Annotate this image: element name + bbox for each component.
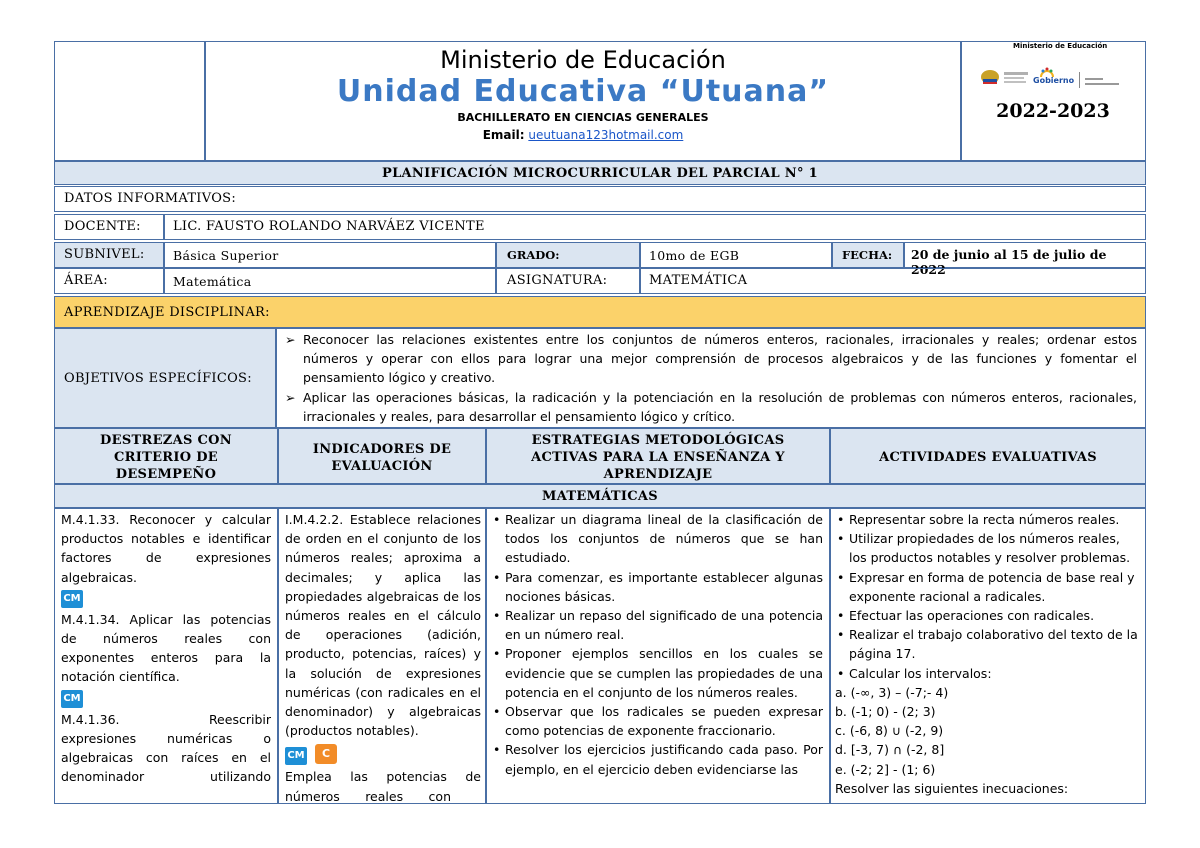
school-year: 2022-2023 [996, 100, 1110, 122]
objetivo-item [281, 330, 1137, 388]
area-value-cell [164, 268, 496, 294]
estrategias-list [491, 510, 823, 779]
destreza-2: M.4.1.34. Aplicar las potencias de números reales con exponentes enteros para la notación científica. [61, 611, 271, 685]
docente-value-cell [164, 214, 1146, 240]
indicador-icons [285, 744, 481, 767]
docente-value: LIC. FAUSTO ROLANDO NARVÁEZ VICENTE [173, 219, 485, 234]
actividad-item: • Utilizar propiedades de los números reales, los productos notables y resolver problemas. [835, 529, 1141, 567]
header-logo-left-cell [54, 41, 206, 161]
cm-icon: CM [61, 690, 83, 708]
actividad-item: • Calcular los intervalos: [835, 664, 1141, 683]
asignatura-label-cell [496, 268, 640, 294]
subnivel-label: SUBNIVEL: [64, 247, 145, 262]
col-header-indicadores [278, 428, 486, 484]
estrategias-cell [486, 508, 830, 804]
destreza-3-code: M.4.1.36. [61, 711, 120, 727]
grado-label: GRADO: [507, 248, 560, 262]
indicador-2: Emplea las potencias de [285, 769, 481, 785]
ecuador-seal-icon [979, 68, 1001, 86]
juntos-logo-icon [1085, 74, 1125, 86]
intervalo-item: c. (-6, 8) ∪ (-2, 9) [835, 723, 944, 739]
datos-label: DATOS INFORMATIVOS: [64, 191, 237, 206]
indicadores-cell [278, 508, 486, 804]
objetivos-value-cell [276, 328, 1146, 428]
program-name: BACHILLERATO EN CIENCIAS GENERALES [457, 111, 709, 124]
docente-label: DOCENTE: [64, 219, 141, 234]
subnivel-value-cell [164, 242, 496, 268]
aprendizaje-cell [54, 296, 1146, 328]
destrezas-cell [54, 508, 278, 804]
destreza-3: expresiones numéricas o algebraicas con raíces en el denominador [61, 730, 271, 785]
section-cell [54, 484, 1146, 508]
asignatura-label: ASIGNATURA: [507, 273, 608, 288]
objetivo-text: Aplicar las operaciones básicas, la radicación y la potenciación en la resolución de problemas con números enteros, racionales, irracionales y reales, para desarrollar el pensamiento lógico y crítico. [303, 389, 1137, 424]
indicador-1: I.M.4.2.2. Establece relaciones de orden en el conjunto de los números reales; aproxima a decimales; y aplica las propiedades algebraicas de los números reales en el cálculo de operaciones (adición, producto, potencias, raíces) y la solución de expresiones numéricas (con radicales en el denominador) y algebraicas (productos notables). [285, 512, 481, 739]
intervalo-item: e. (-2; 2] - (1; 6) [835, 761, 936, 777]
col-header-estrategias [486, 428, 830, 484]
estrategia-item: • Realizar un repaso del significado de una potencia en un número real. [491, 606, 823, 644]
estrategia-item: • Resolver los ejercicios justificando cada paso. Por ejemplo, en el ejercicio deben evidenciarse las [491, 740, 823, 778]
email-link[interactable]: ueutuana123hotmail.com [528, 128, 684, 142]
logo-caption: Ministerio de Educación [1013, 42, 1108, 50]
grado-label-cell [496, 242, 640, 268]
ministry-logo-icon [1004, 70, 1030, 86]
destreza-3-tail: utilizando [210, 769, 271, 785]
planning-title: PLANIFICACIÓN MICROCURRICULAR DEL PARCIAL N° 1 [382, 166, 818, 181]
aprendizaje-label: APRENDIZAJE DISCIPLINAR: [64, 305, 270, 320]
grado-value: 10mo de EGB [649, 248, 740, 263]
intervalo-item: a. (-∞, 3) – (-7;- 4) [835, 684, 949, 700]
ministry-title: Ministerio de Educación [440, 46, 726, 74]
area-label-cell [54, 268, 164, 294]
estrategia-item: • Proponer ejemplos sencillos en los cuales se evidencie que se cumplen las propiedades de una potencia en el conjunto de los números reales. [491, 644, 823, 702]
col-header-estrategias-text: ESTRATEGIAS METODOLÓGICAS ACTIVAS PARA LA ENSEÑANZA Y APRENDIZAJE [531, 433, 785, 482]
actividades-cell [830, 508, 1146, 804]
actividad-item: • Representar sobre la recta números reales. [835, 510, 1141, 529]
section-title: MATEMÁTICAS [542, 489, 658, 504]
logo-divider [1079, 72, 1080, 88]
indicadores-content [285, 510, 481, 804]
arrow-bullet-icon: ➢ [285, 389, 296, 405]
col-header-actividades [830, 428, 1146, 484]
actividades-list [835, 510, 1141, 683]
col-header-actividades-text: ACTIVIDADES EVALUATIVAS [879, 450, 1097, 465]
email-line [205, 128, 961, 142]
area-label: ÁREA: [64, 273, 108, 288]
objetivo-text: Reconocer las relaciones existentes entre los conjuntos de números enteros, racionales, irracionales y reales; ordenar estos números y operar con ellos para lograr una mejor comprensión de procesos algebraicos y de las funciones y fomentar el pensamiento lógico y creativo. [303, 332, 1137, 386]
cm-icon: CM [285, 747, 307, 765]
fecha-value: 20 de junio al 15 de julio de 2022 [911, 247, 1107, 277]
inecuaciones-label: Resolver las siguientes inecuaciones: [835, 780, 1069, 796]
destreza-3-verb: Reescribir [208, 711, 271, 727]
computer-icon: C [315, 744, 337, 764]
estrategia-item: • Para comenzar, es importante establecer algunas nociones básicas. [491, 568, 823, 606]
asignatura-value: MATEMÁTICA [649, 273, 748, 288]
fecha-label: FECHA: [842, 248, 893, 262]
destreza-3-line [61, 710, 271, 729]
objetivos-label-cell [54, 328, 276, 428]
school-title: Unidad Educativa “Utuana” [336, 74, 830, 109]
actividad-item: • Efectuar las operaciones con radicales. [835, 606, 1141, 625]
header-center-cell [204, 41, 962, 161]
subnivel-value: Básica Superior [173, 248, 279, 263]
col-header-indicadores-text: INDICADORES DE EVALUACIÓN [312, 442, 452, 474]
email-label: Email: [482, 128, 525, 142]
actividades-content [835, 510, 1141, 798]
intervalo-item: d. [-3, 7) ∩ (-2, 8] [835, 742, 945, 758]
intervalo-item: b. (-1; 0) - (2; 3) [835, 704, 936, 720]
grado-value-cell [640, 242, 832, 268]
destrezas-content [61, 510, 271, 786]
actividad-item: • Realizar el trabajo colaborativo del texto de la página 17. [835, 625, 1141, 663]
docente-label-cell [54, 214, 164, 240]
col-header-destrezas [54, 428, 278, 484]
destreza-1: M.4.1.33. Reconocer y calcular productos notables e identificar factores de expresiones algebraicas. [61, 512, 271, 585]
planning-title-cell [54, 161, 1146, 185]
subnivel-label-cell [54, 242, 164, 268]
header-logo-right-cell [960, 41, 1146, 161]
asignatura-value-cell [640, 268, 1146, 294]
objetivos-list [281, 330, 1137, 426]
objetivos-label: OBJETIVOS ESPECÍFICOS: [64, 371, 252, 386]
fecha-label-cell [832, 242, 904, 268]
area-value: Matemática [173, 274, 252, 289]
datos-cell [54, 186, 1146, 212]
fecha-value-cell [904, 242, 1146, 277]
col-header-destrezas-text: DESTREZAS CON CRITERIO DE DESEMPEÑO [100, 433, 232, 482]
objetivo-item [281, 388, 1137, 426]
arrow-bullet-icon: ➢ [285, 332, 296, 347]
actividad-item: • Expresar en forma de potencia de base real y exponente racional a radicales. [835, 568, 1141, 606]
indicador-2-cont: números reales con [285, 788, 451, 804]
estrategia-item: • Observar que los radicales se pueden expresar como potencias de exponente fraccionario. [491, 702, 823, 740]
gobierno-logo-text: Gobierno [1033, 76, 1075, 85]
gobierno-sun-icon [1039, 64, 1055, 76]
cm-icon: CM [61, 590, 83, 608]
estrategia-item: • Realizar un diagrama lineal de la clasificación de todos los conjuntos de números que se han estudiado. [491, 510, 823, 568]
